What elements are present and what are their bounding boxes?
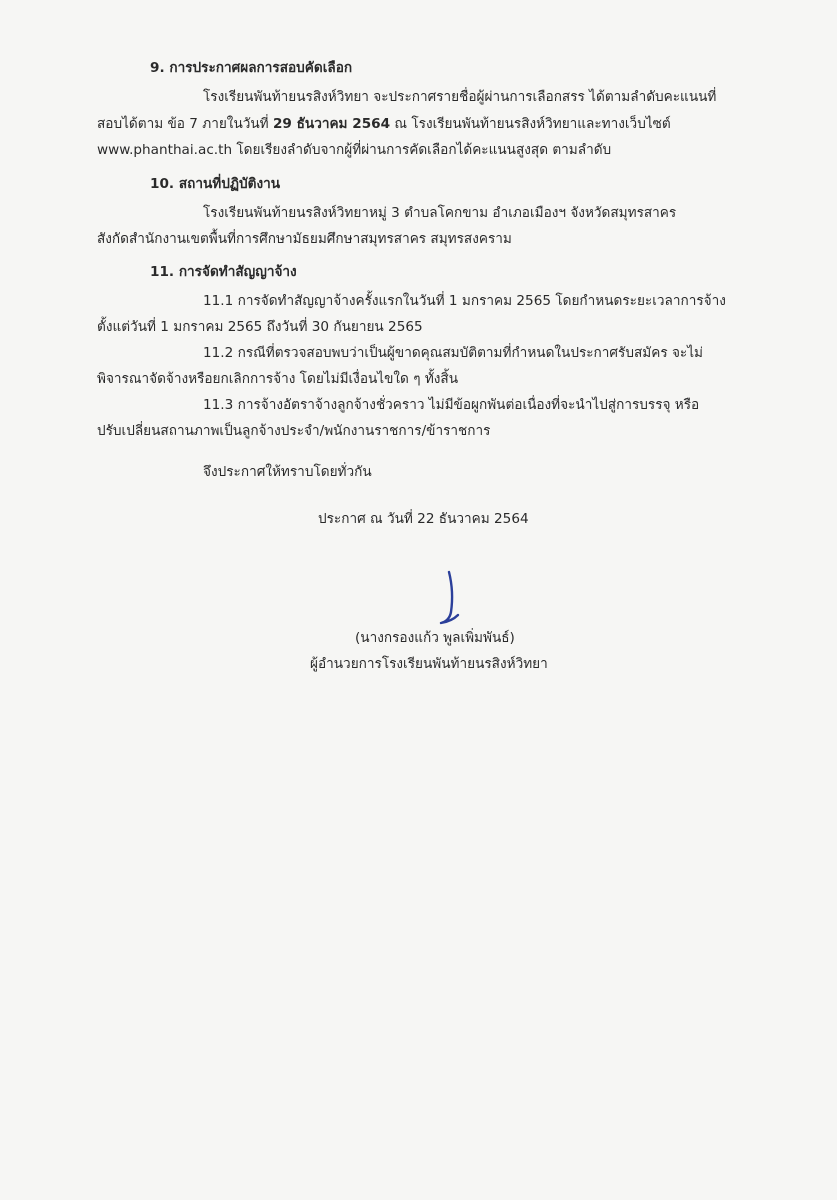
section-10-line-2: สังกัดสำนักงานเขตพื้นที่การศึกษามัธยมศึกษาสมุทรสาคร สมุทรสงคราม <box>97 231 512 247</box>
signer-title: ผู้อำนวยการโรงเรียนพันท้ายนรสิงห์วิทยา <box>310 656 548 672</box>
clause-11-3-line-2: ปรับเปลี่ยนสถานภาพเป็นลูกจ้างประจำ/พนักงานราชการ/ข้าราชการ <box>97 423 491 439</box>
section-9-line-1: โรงเรียนพันท้ายนรสิงห์วิทยา จะประกาศรายชื่อผู้ผ่านการเลือกสรร ได้ตามลำดับคะแนนที่ <box>203 89 717 105</box>
section-9-line-2-pre: สอบได้ตาม ข้อ 7 ภายในวันที่ <box>97 116 273 132</box>
section-11-heading: 11. การจัดทำสัญญาจ้าง <box>150 264 297 280</box>
clause-11-2-line-1: 11.2 กรณีที่ตรวจสอบพบว่าเป็นผู้ขาดคุณสมบัติตามที่กำหนดในประกาศรับสมัคร จะไม่ <box>203 345 704 361</box>
section-10-line-1: โรงเรียนพันท้ายนรสิงห์วิทยาหมู่ 3 ตำบลโคกขาม อำเภอเมืองฯ จังหวัดสมุทรสาคร <box>203 205 677 221</box>
section-9-heading: 9. การประกาศผลการสอบคัดเลือก <box>150 60 353 76</box>
result-date: 29 ธันวาคม 2564 <box>272 116 391 132</box>
signature <box>425 568 475 628</box>
section-9-line-2-post: ณ โรงเรียนพันท้ายนรสิงห์วิทยาและทางเว็บไซต์ <box>390 116 671 132</box>
section-10-heading: 10. สถานที่ปฏิบัติงาน <box>150 176 281 192</box>
section-9-line-3: www.phanthai.ac.th โดยเรียงลำดับจากผู้ที่ผ่านการคัดเลือกได้คะแนนสูงสุด ตามลำดับ <box>97 142 612 158</box>
clause-11-2-line-2: พิจารณาจัดจ้างหรือยกเลิกการจ้าง โดยไม่มีเงื่อนไขใด ๆ ทั้งสิ้น <box>97 371 459 387</box>
clause-11-3-line-1: 11.3 การจ้างอัตราจ้างลูกจ้างชั่วคราว ไม่มีข้อผูกพันต่อเนื่องที่จะนำไปสู่การบรรจุ หรือ <box>203 397 700 413</box>
closing-text: จึงประกาศให้ทราบโดยทั่วกัน <box>203 464 372 480</box>
clause-11-1-line-2: ตั้งแต่วันที่ 1 มกราคม 2565 ถึงวันที่ 30 กันยายน 2565 <box>97 319 423 335</box>
section-9-line-2 <box>97 114 671 134</box>
clause-11-1-line-1: 11.1 การจัดทำสัญญาจ้างครั้งแรกในวันที่ 1 มกราคม 2565 โดยกำหนดระยะเวลาการจ้าง <box>203 293 726 309</box>
signer-name: (นางกรองแก้ว พูลเพิ่มพันธ์) <box>355 630 515 646</box>
announcement-date: ประกาศ ณ วันที่ 22 ธันวาคม 2564 <box>318 511 529 527</box>
